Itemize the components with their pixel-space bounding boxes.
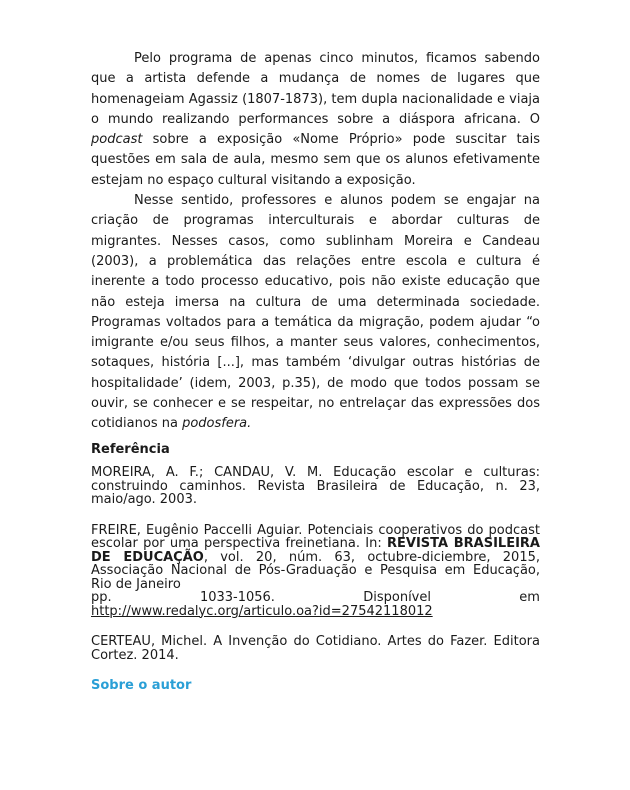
reference-text: , vol. 20, núm. 63, octubre-diciembre, 2015, Associação Nacional de Pós-Graduação e Pesquisa em Educação, Rio de Janeiro [91, 549, 540, 592]
reference-url-link[interactable]: http://www.redalyc.org/articulo.oa?id=27542118012 [91, 603, 433, 619]
paragraph-text: Nesse sentido, professores e alunos podem se engajar na criação de programas interculturais e abordar culturas de migrantes. Nesses casos, como sublinham Moreira e Candeau (2003), a problemática das relações entre escola e cultura é inerente a todo processo educativo, pois não existe educação que não esteja imersa na cultura de uma determinada sociedade. Programas voltados para a temática da migração, podem ajudar “o imigrante e/ou seus filhos, a manter seus valores, conhecimentos, sotaques, história [...], mas também ‘divulgar outras histórias de hospitalidade’ (idem, 2003, p.35), de modo que todos possam se ouvir, se conhecer e se respeitar, no entrelaçar das expressões dos cotidianos na [91, 193, 540, 432]
references-list [91, 466, 540, 679]
italic-term-podcast: podcast [91, 132, 143, 148]
reference-certeau: CERTEAU, Michel. A Invenção do Cotidiano. Artes do Fazer. Editora Cortez. 2014. [91, 634, 540, 663]
reference-text: FREIRE, Eugênio Paccelli Aguiar. Potenciais cooperativos do podcast escolar por uma perspectiva freinetiana. In: [91, 522, 540, 551]
references-heading: Referência [91, 442, 170, 457]
reference-moreira: MOREIRA, A. F.; CANDAU, V. M. Educação escolar e culturas: construindo caminhos. Revista Brasileira de Educação, n. 23, maio/ago. 2003. [91, 465, 540, 507]
paragraph-podcast-exhibition [91, 49, 540, 191]
paragraph-text: sobre a exposição «Nome Próprio» pode suscitar tais questões em sala de aula, mesmo sem que os alunos efetivamente estejam no espaço cultural visitando a exposição. [91, 132, 540, 188]
reference-freire [91, 524, 540, 619]
paragraph-text: Pelo programa de apenas cinco minutos, ficamos sabendo que a artista defende a mudança de nomes de lugares que homenageiam Agassiz (1807-1873), tem dupla nacionalidade e viaja o mundo realizando performances sobre a diáspora africana. O [91, 51, 540, 127]
pages-line [91, 591, 540, 605]
italic-term-podosfera: podosfera. [182, 416, 252, 432]
available-label: Disponível [363, 590, 431, 605]
pages-label: pp. [91, 590, 112, 605]
paragraph-intercultural-programs [91, 191, 540, 435]
page-range: 1033-1056. [199, 590, 275, 605]
body-text [91, 49, 540, 435]
at-label: em [519, 590, 540, 605]
about-author-heading: Sobre o autor [91, 678, 192, 693]
journal-title: REVISTA BRASILEIRA DE EDUCAÇÃO [91, 536, 540, 565]
